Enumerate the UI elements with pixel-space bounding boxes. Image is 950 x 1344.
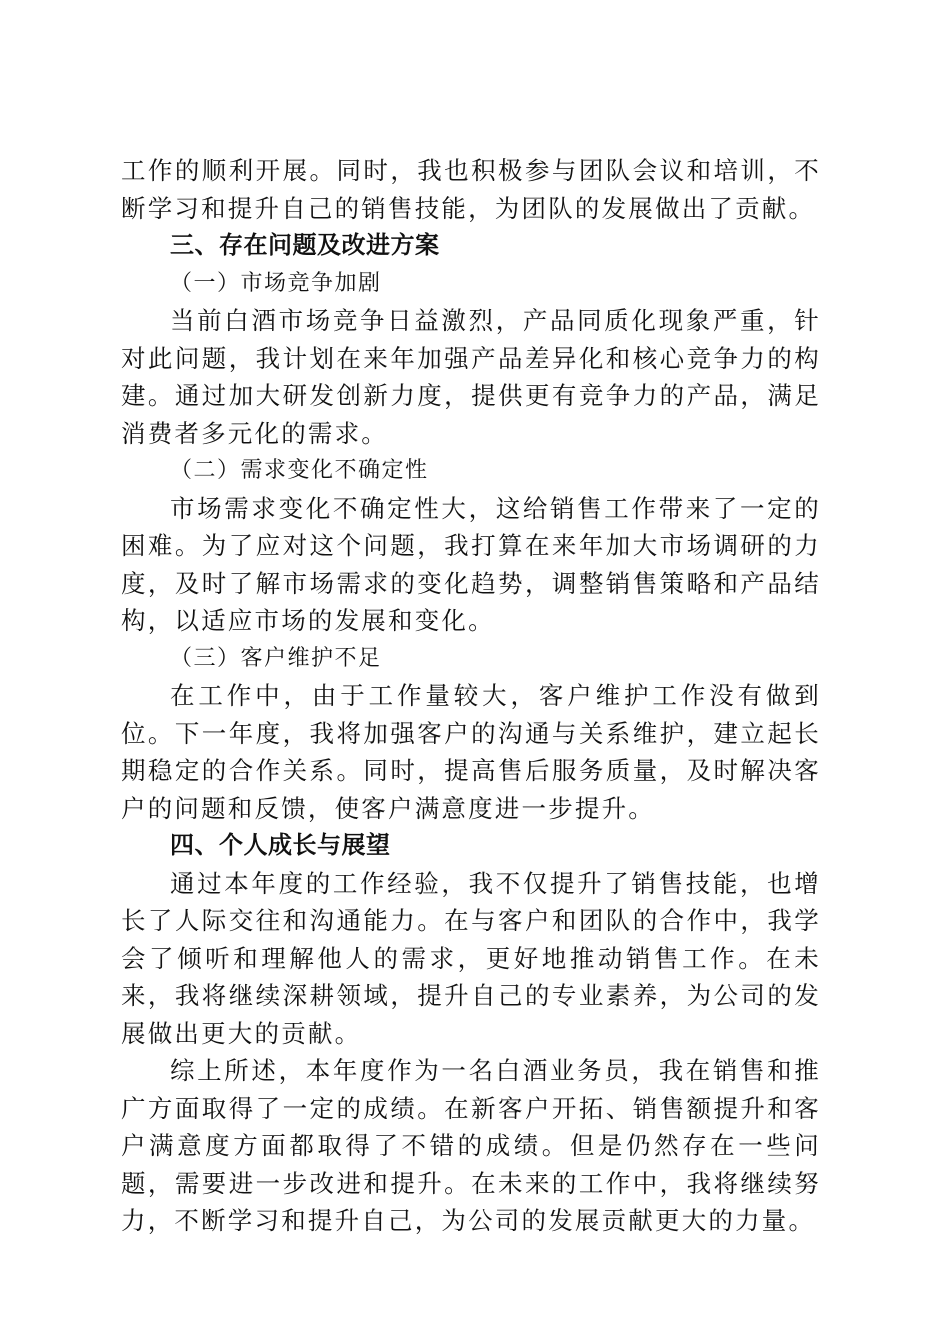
section-heading-growth: 四、个人成长与展望 — [170, 831, 391, 859]
paragraph-conclusion: 综上所述，本年度作为一名白酒业务员，我在销售和推广方面取得了一定的成绩。在新客户开拓、销售额提升和客户满意度方面都取得了不错的成绩。但是仍然存在一些问题，需要进一步改进和提升。在未来的工作中，我将继续努力，不断学习和提升自己，为公司的发展贡献更大的力量。 — [121, 1056, 821, 1235]
subheading-market-competition: （一）市场竞争加剧 — [170, 270, 382, 296]
paragraph-growth: 通过本年度的工作经验，我不仅提升了销售技能，也增长了人际交往和沟通能力。在与客户和团队的合作中，我学会了倾听和理解他人的需求，更好地推动销售工作。在未来，我将继续深耕领域，提升自己的专业素养，为公司的发展做出更大的贡献。 — [121, 868, 821, 1048]
section-heading-problems: 三、存在问题及改进方案 — [170, 231, 440, 259]
paragraph-customer-maintenance: 在工作中，由于工作量较大，客户维护工作没有做到位。下一年度，我将加强客户的沟通与关系维护，建立起长期稳定的合作关系。同时，提高售后服务质量，及时解决客户的问题和反馈，使客户满意度进一步提升。 — [121, 681, 821, 823]
subheading-demand-uncertainty: （二）需求变化不确定性 — [170, 458, 429, 483]
subheading-customer-maintenance: （三）客户维护不足 — [170, 645, 382, 671]
document-page — [121, 152, 821, 1240]
paragraph-continuation: 工作的顺利开展。同时，我也积极参与团队会议和培训，不断学习和提升自己的销售技能，为团队的发展做出了贡献。 — [121, 156, 821, 223]
paragraph-demand-uncertainty: 市场需求变化不确定性大，这给销售工作带来了一定的困难。为了应对这个问题，我打算在来年加大市场调研的力度，及时了解市场需求的变化趋势，调整销售策略和产品结构，以适应市场的发展和变化。 — [121, 493, 821, 635]
paragraph-market-competition: 当前白酒市场竞争日益激烈，产品同质化现象严重，针对此问题，我计划在来年加强产品差异化和核心竞争力的构建。通过加大研发创新力度，提供更有竞争力的产品，满足消费者多元化的需求。 — [121, 306, 821, 448]
